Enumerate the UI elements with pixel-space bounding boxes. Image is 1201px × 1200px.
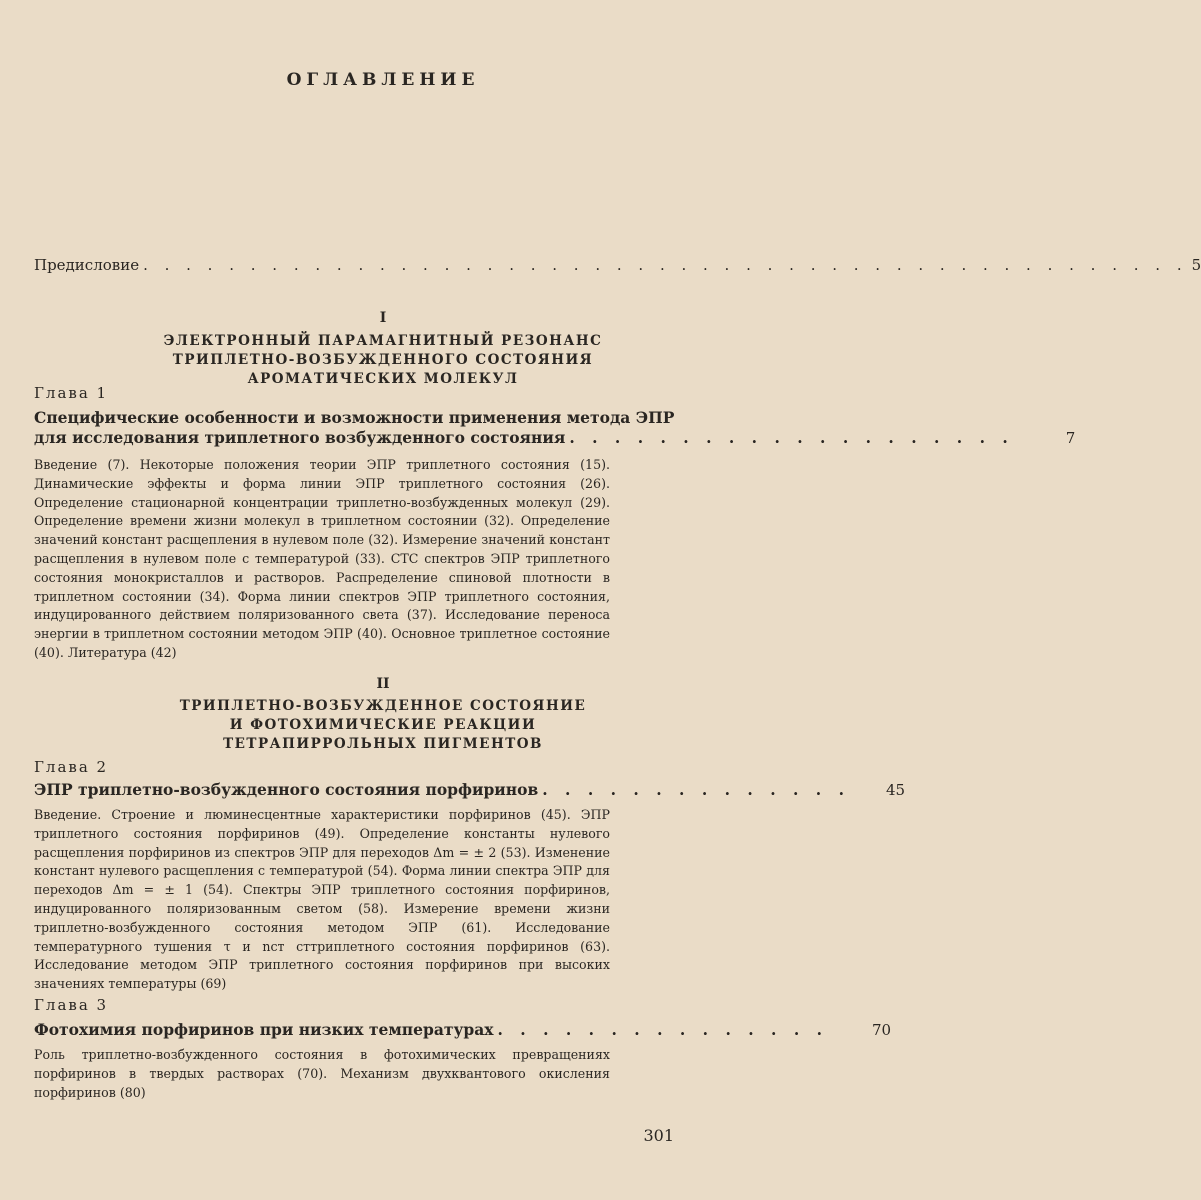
- part-1-title: [0, 332, 766, 389]
- part-2-title-line: И ФОТОХИМИЧЕСКИЕ РЕАКЦИИ: [229, 717, 537, 733]
- part-2-roman: II: [376, 676, 390, 692]
- page-title: ОГЛАВЛЕНИЕ: [286, 70, 480, 90]
- dot-leader: . . . . . . . . . . . . . . .: [497, 1020, 829, 1039]
- part-1-title-line: ЭЛЕКТРОННЫЙ ПАРАМАГНИТНЫЙ РЕЗОНАНС: [163, 333, 603, 349]
- chapter-1-title-row2: [34, 428, 1076, 448]
- chapter-3-title: Фотохимия порфиринов при низких температурах: [34, 1020, 494, 1039]
- chapter-1-title-line1: Специфические особенности и возможности применения метода ЭПР: [34, 408, 675, 427]
- part-2-title-line: ТЕТРАПИРРОЛЬНЫХ ПИГМЕНТОВ: [223, 736, 543, 752]
- chapter-3-title-row: [34, 1020, 892, 1040]
- dot-leader: . . . . . . . . . . . . . . . . . . . .: [569, 428, 1014, 447]
- dot-leader: . . . . . . . . . . . . . .: [542, 780, 850, 799]
- chapter-3-page: 70: [872, 1021, 892, 1039]
- toc-chapter-3[interactable]: [34, 1020, 892, 1040]
- chapter-2-page: 45: [885, 781, 906, 799]
- chapter-2-label: Глава 2: [34, 758, 109, 776]
- toc-preface-page: 5: [1191, 256, 1201, 274]
- dot-leader: . . . . . . . . . . . . . . . . . . . . . . . . . . . . . . . . . . . . . . . . . . . . . . . . .: [143, 256, 1188, 274]
- part-1-title-line: АРОМАТИЧЕСКИХ МОЛЕКУЛ: [247, 371, 519, 387]
- chapter-1-page: 7: [1065, 429, 1076, 447]
- page-number: 301: [643, 1126, 674, 1145]
- chapter-1-description: Введение (7). Некоторые положения теории ЭПР триплетного состояния (15). Динамические эффекты и форма линии ЭПР триплетного состояния (26). Определение стационарной концентрации триплетно-возбужденных молекул (29). Определение времени жизни молекул в триплетном состоянии (32). Определение значений констант расщепления в нулевом поле (32). Измерение значений констант расщепления в нулевом поле с температурой (33). СТС спектров ЭПР триплетного состояния монокристаллов и растворов. Распределение спиновой плотности в триплетном состоянии (34). Форма линии спектров ЭПР триплетного состояния, индуцированного действием поляризованного света (37). Исследование переноса энергии в триплетном состоянии методом ЭПР (40). Основное триплетное состояние (40). Литература (42): [34, 457, 610, 660]
- toc-chapter-2[interactable]: [34, 780, 906, 800]
- chapter-1-label: Глава 1: [34, 384, 109, 402]
- toc-preface-label: Предисловие: [34, 256, 140, 274]
- toc-preface[interactable]: [34, 256, 1201, 274]
- toc-chapter-1[interactable]: [34, 408, 1076, 448]
- part-2-title-line: ТРИПЛЕТНО-ВОЗБУЖДЕННОЕ СОСТОЯНИЕ: [179, 698, 587, 714]
- chapter-2-title-row: [34, 780, 906, 800]
- part-2-title: [0, 697, 766, 754]
- chapter-3-description: Роль триплетно-возбужденного состояния в фотохимических превращениях порфиринов в твердых растворах (70). Механизм двухквантового окисления порфиринов (80): [34, 1047, 610, 1100]
- part-1-roman: I: [379, 310, 387, 326]
- part-1-title-line: ТРИПЛЕТНО-ВОЗБУЖДЕННОГО СОСТОЯНИЯ: [172, 352, 594, 368]
- chapter-2-title: ЭПР триплетно-возбужденного состояния порфиринов: [34, 780, 539, 799]
- chapter-3-label: Глава 3: [34, 996, 109, 1014]
- chapter-2-description: Введение. Строение и люминесцентные характеристики порфиринов (45). ЭПР триплетного состояния порфиринов (49). Определение константы нулевого расщепления порфиринов из спектров ЭПР для переходов Δm = ± 2 (53). Изменение констант нулевого расщепления с температурой (54). Форма линии спектра ЭПР для переходов Δm = ± 1 (54). Спектры ЭПР триплетного состояния порфиринов, индуцированного поляризованным светом (58). Измерение времени жизни триплетно-возбужденного состояния методом ЭПР (61). Исследование температурного тушения τ и nст сттриплетного состояния порфиринов (63). Исследование методом ЭПР триплетного состояния порфиринов при высоких значениях температуры (69): [34, 807, 610, 992]
- chapter-1-title-line2: для исследования триплетного возбужденного состояния: [34, 428, 566, 447]
